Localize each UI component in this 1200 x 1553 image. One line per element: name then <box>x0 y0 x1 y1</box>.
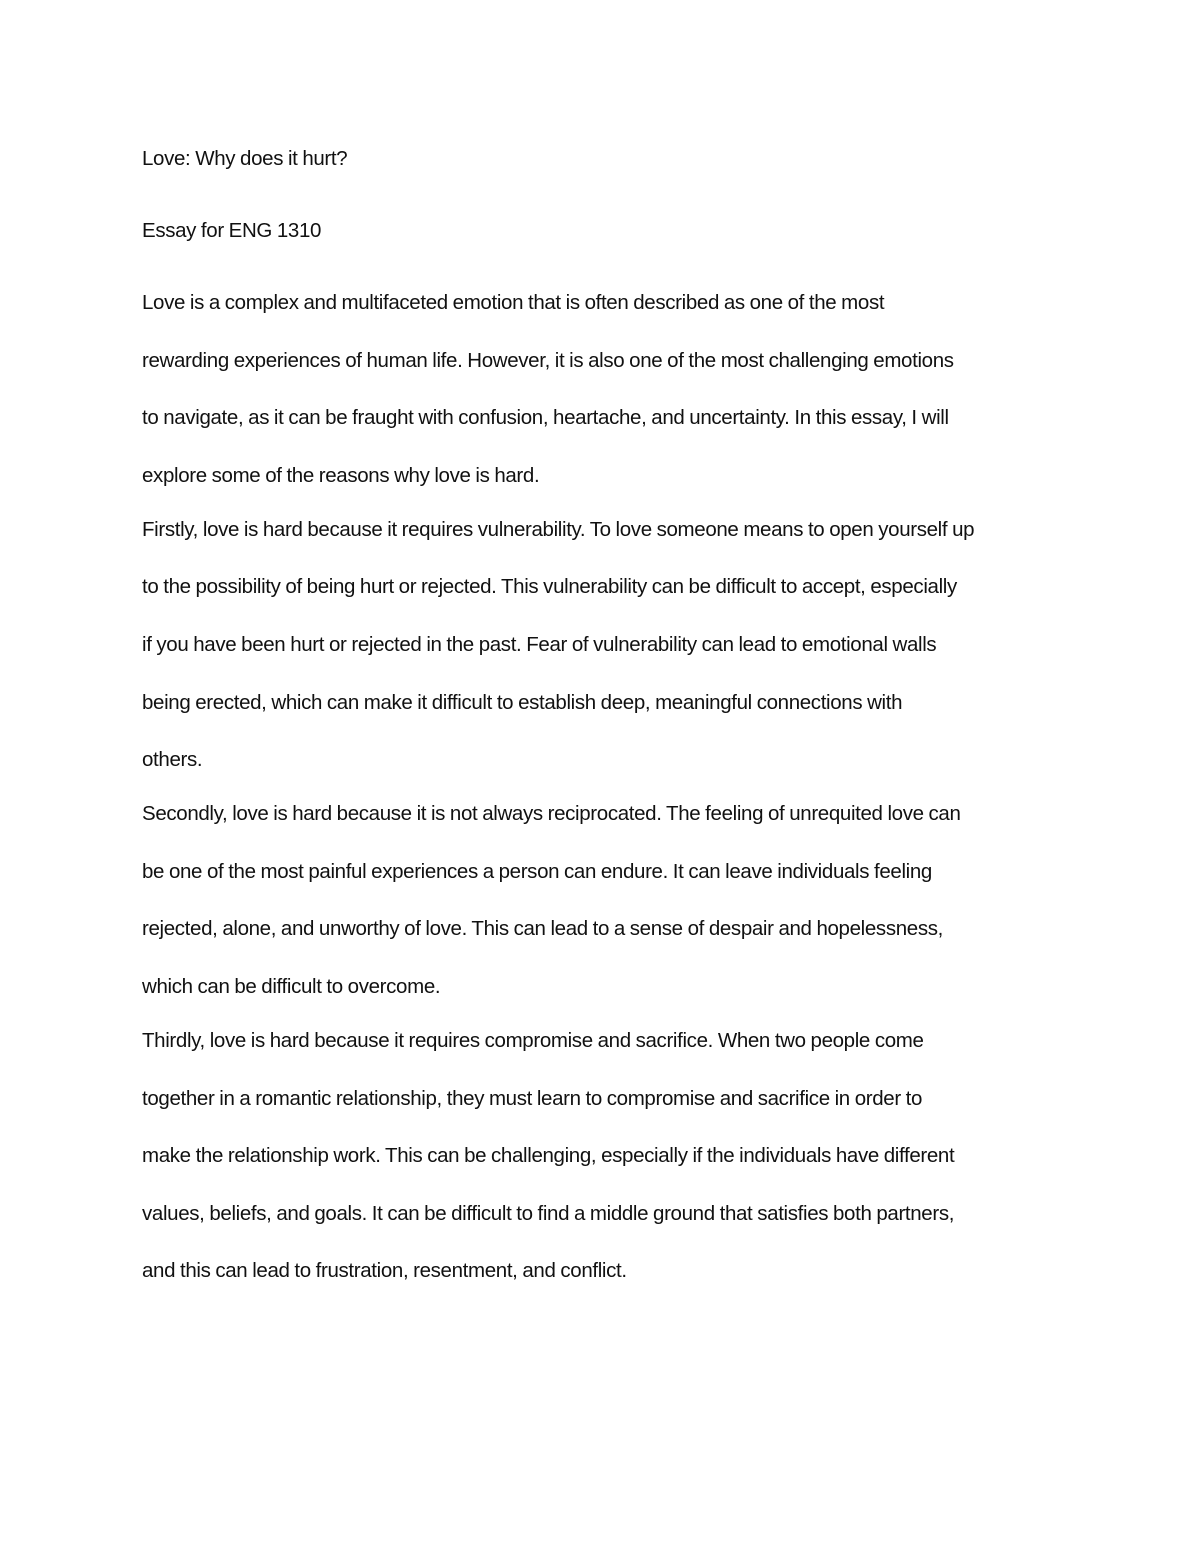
paragraph-line: Thirdly, love is hard because it requires compromise and sacrifice. When two people come <box>142 1028 924 1052</box>
paragraph-line: to the possibility of being hurt or rejected. This vulnerability can be difficult to accept, especially <box>142 575 957 599</box>
essay-body <box>142 140 1072 1306</box>
paragraph-line: being erected, which can make it difficult to establish deep, meaningful connections with <box>142 690 903 714</box>
paragraph-line: which can be difficult to overcome. <box>142 974 441 998</box>
paragraph-intro <box>142 284 1072 494</box>
paragraph-line: Firstly, love is hard because it requires vulnerability. To love someone means to open yourself up <box>142 517 975 541</box>
paragraph-line: to navigate, as it can be fraught with confusion, heartache, and uncertainty. In this essay, I will <box>142 406 949 430</box>
paragraph-line: explore some of the reasons why love is hard. <box>142 463 540 487</box>
paragraph-firstly <box>142 511 1072 778</box>
essay-subtitle: Essay for ENG 1310 <box>142 219 322 242</box>
paragraph-line: others. <box>142 748 203 772</box>
paragraph-line: be one of the most painful experiences a person can endure. It can leave individuals feeling <box>142 859 932 883</box>
paragraph-line: and this can lead to frustration, resentment, and conflict. <box>142 1259 627 1283</box>
paragraph-line: if you have been hurt or rejected in the past. Fear of vulnerability can lead to emotional walls <box>142 632 937 656</box>
paragraph-line: values, beliefs, and goals. It can be difficult to find a middle ground that satisfies both partners, <box>142 1201 955 1225</box>
paragraph-line: rejected, alone, and unworthy of love. This can lead to a sense of despair and hopelessness, <box>142 917 943 941</box>
paragraph-line: together in a romantic relationship, they must learn to compromise and sacrifice in order to <box>142 1086 923 1110</box>
paragraph-line: Love is a complex and multifaceted emotion that is often described as one of the most <box>142 291 885 314</box>
paragraph-thirdly <box>142 1022 1072 1289</box>
essay-title: Love: Why does it hurt? <box>142 147 348 170</box>
paragraph-secondly <box>142 795 1072 1005</box>
paragraph-line: rewarding experiences of human life. However, it is also one of the most challenging emotions <box>142 348 954 372</box>
paragraph-line: make the relationship work. This can be challenging, especially if the individuals have different <box>142 1144 955 1168</box>
paragraph-line: Secondly, love is hard because it is not always reciprocated. The feeling of unrequited love can <box>142 802 961 826</box>
